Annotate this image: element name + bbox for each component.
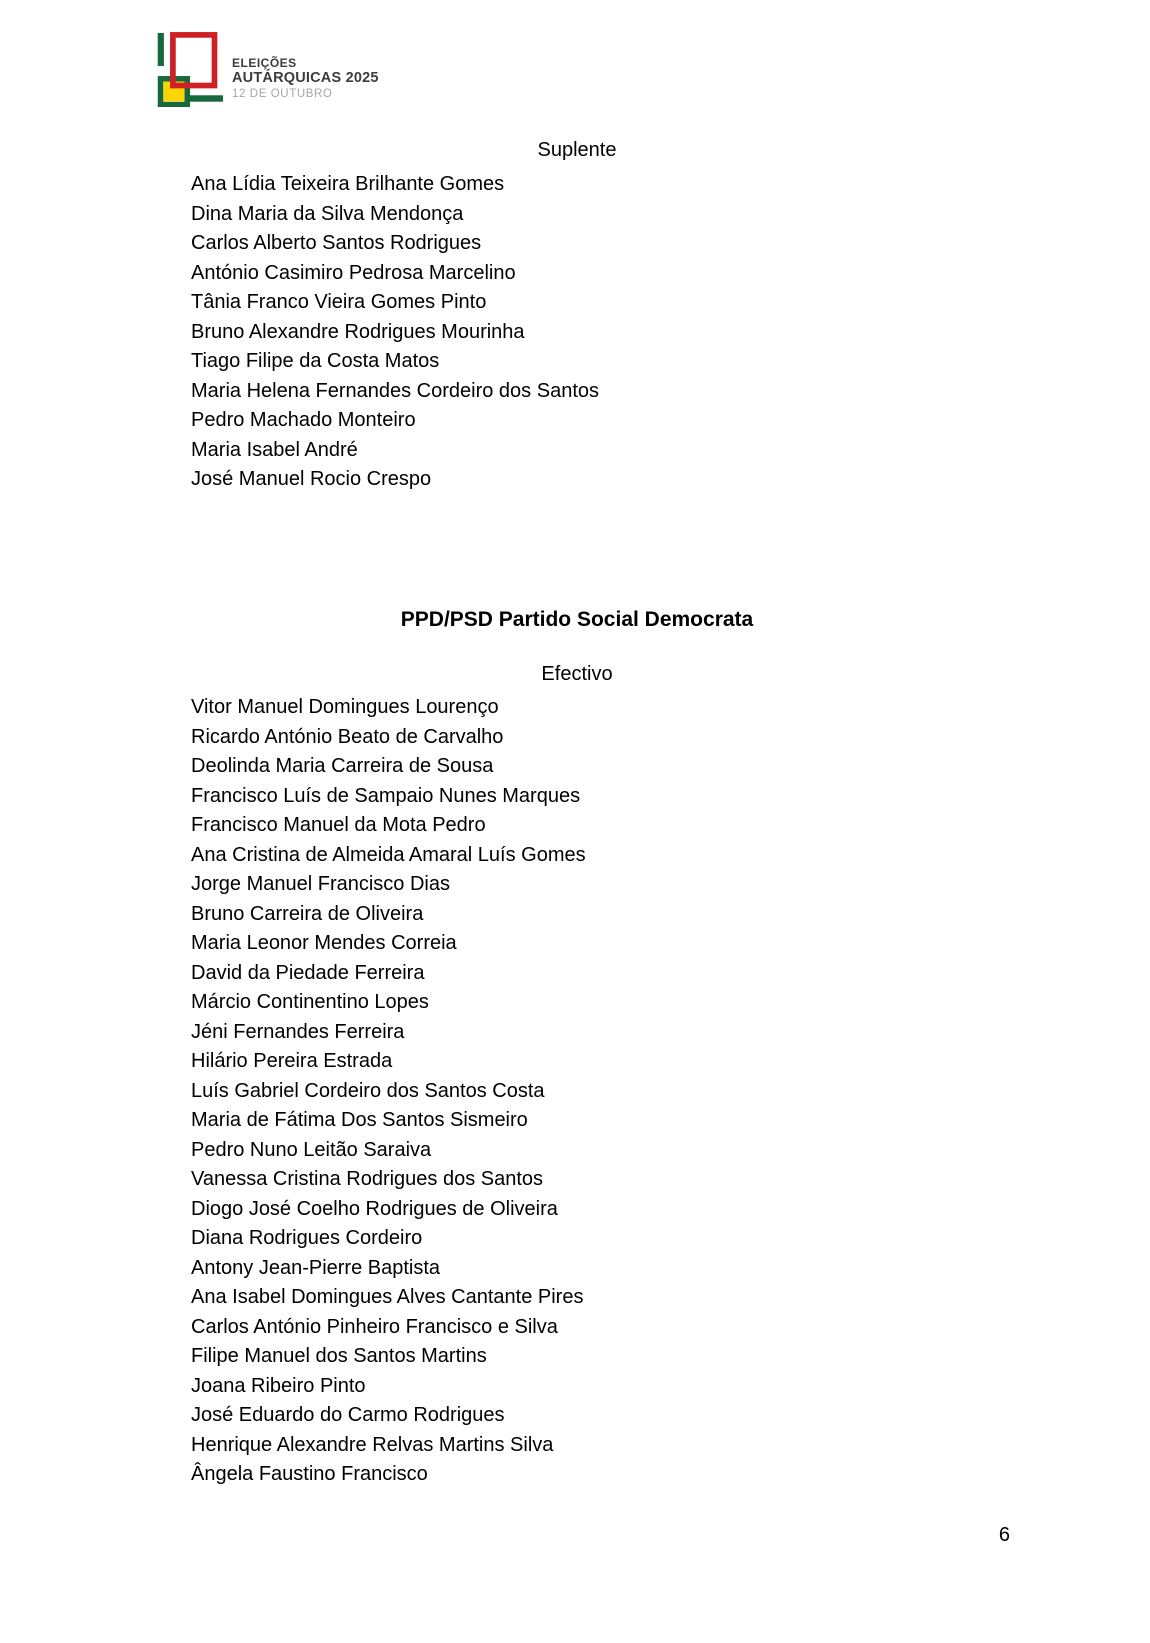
logo-title-line2: AUTÁRQUICAS 2025 (232, 70, 379, 86)
candidate-name: António Casimiro Pedrosa Marcelino (191, 261, 516, 284)
suplente-name-list (191, 170, 599, 495)
candidate-name: Bruno Carreira de Oliveira (191, 902, 424, 925)
page-number: 6 (998, 1524, 1010, 1546)
candidate-name: Maria Leonor Mendes Correia (191, 932, 457, 954)
candidate-name: Pedro Machado Monteiro (191, 409, 416, 431)
candidate-name: Dina Maria da Silva Mendonça (191, 202, 464, 225)
candidate-name: Joana Ribeiro Pinto (191, 1374, 366, 1397)
heading-efectivo: Efectivo (541, 663, 613, 685)
logo-title-line1: ELEIÇÕES (232, 56, 297, 70)
candidate-name: Ana Lídia Teixeira Brilhante Gomes (191, 173, 505, 195)
candidate-name: Ricardo António Beato de Carvalho (191, 725, 504, 748)
logo-text (232, 56, 379, 101)
party-heading: PPD/PSD Partido Social Democrata (400, 608, 754, 631)
candidate-name: Deolinda Maria Carreira de Sousa (191, 755, 494, 777)
candidate-name: José Eduardo do Carmo Rodrigues (191, 1404, 505, 1426)
candidate-name: Vitor Manuel Domingues Lourenço (191, 696, 499, 718)
candidate-name: Francisco Manuel da Mota Pedro (191, 814, 486, 836)
candidate-name: Tânia Franco Vieira Gomes Pinto (191, 291, 487, 313)
candidate-name: Tiago Filipe da Costa Matos (191, 350, 440, 372)
candidate-name: Pedro Nuno Leitão Saraiva (191, 1138, 432, 1161)
logo-green-bar-vertical (158, 33, 164, 66)
elections-logo-icon (150, 25, 240, 107)
candidate-name: Maria de Fátima Dos Santos Sismeiro (191, 1109, 528, 1131)
candidate-name: Henrique Alexandre Relvas Martins Silva (191, 1433, 554, 1456)
candidate-name: Vanessa Cristina Rodrigues dos Santos (191, 1168, 544, 1190)
candidate-name: Bruno Alexandre Rodrigues Mourinha (191, 320, 525, 343)
candidate-name: Ana Cristina de Almeida Amaral Luís Gomes (191, 843, 586, 866)
candidate-name: Diana Rodrigues Cordeiro (191, 1227, 423, 1249)
candidate-name: Carlos António Pinheiro Francisco e Silva (191, 1315, 558, 1338)
candidate-name: Ângela Faustino Francisco (191, 1463, 428, 1485)
heading-suplente: Suplente (537, 139, 617, 161)
candidate-name: José Manuel Rocio Crespo (191, 468, 432, 490)
candidate-name: Hilário Pereira Estrada (191, 1050, 393, 1072)
candidate-name: Maria Helena Fernandes Cordeiro dos Santos (191, 379, 599, 402)
logo-subtitle-date: 12 DE OUTUBRO (232, 88, 333, 100)
candidate-name: Diogo José Coelho Rodrigues de Oliveira (191, 1197, 558, 1220)
candidate-name: Francisco Luís de Sampaio Nunes Marques (191, 784, 581, 807)
candidate-name: Filipe Manuel dos Santos Martins (191, 1345, 487, 1367)
efectivo-name-list (191, 693, 586, 1490)
candidate-name: Maria Isabel André (191, 438, 358, 461)
candidate-name: Jéni Fernandes Ferreira (191, 1020, 405, 1043)
candidate-name: Ana Isabel Domingues Alves Cantante Pires (191, 1286, 584, 1308)
candidate-name: David da Piedade Ferreira (191, 961, 425, 984)
candidate-name: Carlos Alberto Santos Rodrigues (191, 232, 482, 254)
candidate-name: Márcio Continentino Lopes (191, 991, 429, 1013)
logo-green-bar-horizontal (190, 95, 223, 101)
candidate-name: Jorge Manuel Francisco Dias (191, 873, 450, 895)
candidate-name: Antony Jean-Pierre Baptista (191, 1256, 441, 1279)
candidate-name: Luís Gabriel Cordeiro dos Santos Costa (191, 1079, 545, 1102)
